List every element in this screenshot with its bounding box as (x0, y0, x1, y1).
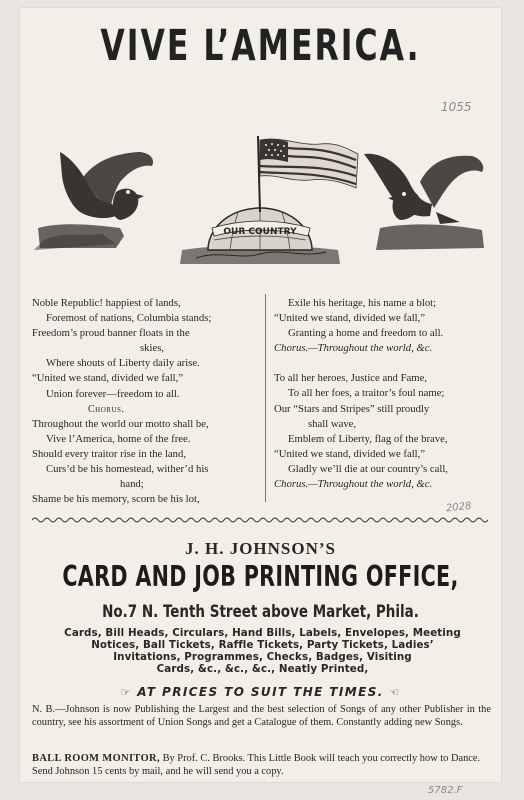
broadside-title: VIVE L’AMERICA. (100, 22, 421, 71)
verse-line: Shame be his memory, scorn be his lot, (32, 493, 200, 506)
verse-line: Union forever—freedom to all. (46, 387, 180, 400)
wavy-rule (32, 516, 490, 524)
globe-icon (180, 208, 340, 264)
verse-line: Foremost of nations, Columbia stands; (46, 312, 212, 325)
printer-name: J. H. JOHNSON’S (184, 539, 337, 558)
us-flag-icon (258, 136, 358, 212)
globe-label: OUR COUNTRY (223, 227, 297, 237)
verse-line: Curs’d be his homestead, wither’d his (46, 463, 209, 476)
verse-left-column (32, 296, 260, 507)
verse-line: Gladly we’ll die at our country’s call, (288, 462, 448, 475)
catalog-number: 5782.F (428, 785, 463, 796)
pencil-number-mid: 2028 (445, 500, 472, 515)
verse-line: Where shouts of Liberty daily arise. (46, 357, 200, 370)
verse-line: To all her heroes, Justice and Fame, (274, 372, 427, 385)
broadside-sheet (20, 8, 501, 782)
verse-line: Should every traitor rise in the land, (32, 447, 187, 460)
verse-line: shall wave, (308, 417, 357, 430)
verse-line: Noble Republic! happiest of lands, (32, 297, 181, 309)
services-line: Cards, &c., &c., &c., Neatly Printed, (156, 663, 369, 675)
ballroom-text: By Prof. C. Brooks. This Little Book will teach you correctly how to Dance. Send Johnson 15 cents by mail, and he will send you a copy. (32, 753, 481, 777)
verse-line: Our “Stars and Stripes” still proudly (274, 402, 430, 415)
ballroom-monitor-ad (32, 752, 491, 778)
verse-line: Throughout the world our motto shall be, (32, 417, 209, 430)
pointing-hand-right-icon: ☜ (389, 686, 401, 699)
chorus-heading: Chorus. (88, 403, 125, 415)
verse-right-column (274, 296, 496, 492)
stanza-gap (274, 356, 496, 371)
column-divider (265, 294, 266, 502)
verse-line: “United we stand, divided we fall,” (274, 447, 426, 460)
prices-line (20, 685, 501, 699)
left-eagle-icon (34, 152, 153, 250)
verse-line: “United we stand, divided we fall,” (274, 312, 426, 325)
verse-line: Vive l’America, home of the free. (46, 432, 191, 445)
verse-line: “United we stand, divided we fall,” (32, 372, 184, 385)
chorus-line: Chorus.—Throughout the world, &c. (274, 478, 433, 491)
verse-line: To all her foes, a traitor’s foul name; (288, 387, 445, 400)
verse-line: hand; (120, 478, 144, 491)
eagle-globe-illustration (20, 132, 501, 292)
printer-address: No.7 N. Tenth Street above Market, Phila. (102, 601, 419, 622)
prices-text: AT PRICES TO SUIT THE TIMES. (137, 685, 384, 699)
ballroom-title: BALL ROOM MONITOR, (32, 753, 160, 764)
verse-line: skies, (140, 342, 165, 355)
verse-line: Emblem of Liberty, flag of the brave, (288, 432, 448, 445)
verse-line: Exile his heritage, his name a blot; (288, 297, 437, 309)
pencil-number-top: 1055 (441, 100, 472, 114)
printing-services (34, 627, 491, 675)
services-line: Notices, Ball Tickets, Raffle Tickets, Party Tickets, Ladies’ (91, 639, 434, 651)
printer-title: CARD AND JOB PRINTING OFFICE, (62, 561, 459, 594)
pointing-hand-left-icon: ☞ (120, 686, 132, 699)
verse-line: Granting a home and freedom to all. (288, 327, 444, 340)
verse-line: Freedom’s proud banner floats in the (32, 327, 190, 340)
right-eagle-icon (364, 154, 484, 250)
nota-bene-paragraph: N. B.—Johnson is now Publishing the Largest and the best selection of Songs of any other Publisher in the country, see his assortment of Union Songs and get a Catalogue of them. Constantly adding new Songs. (32, 704, 491, 728)
chorus-line: Chorus.—Throughout the world, &c. (274, 342, 433, 355)
services-line: Cards, Bill Heads, Circulars, Hand Bills, Labels, Envelopes, Meeting (64, 627, 461, 639)
services-line: Invitations, Programmes, Checks, Badges, Visiting (113, 651, 412, 663)
